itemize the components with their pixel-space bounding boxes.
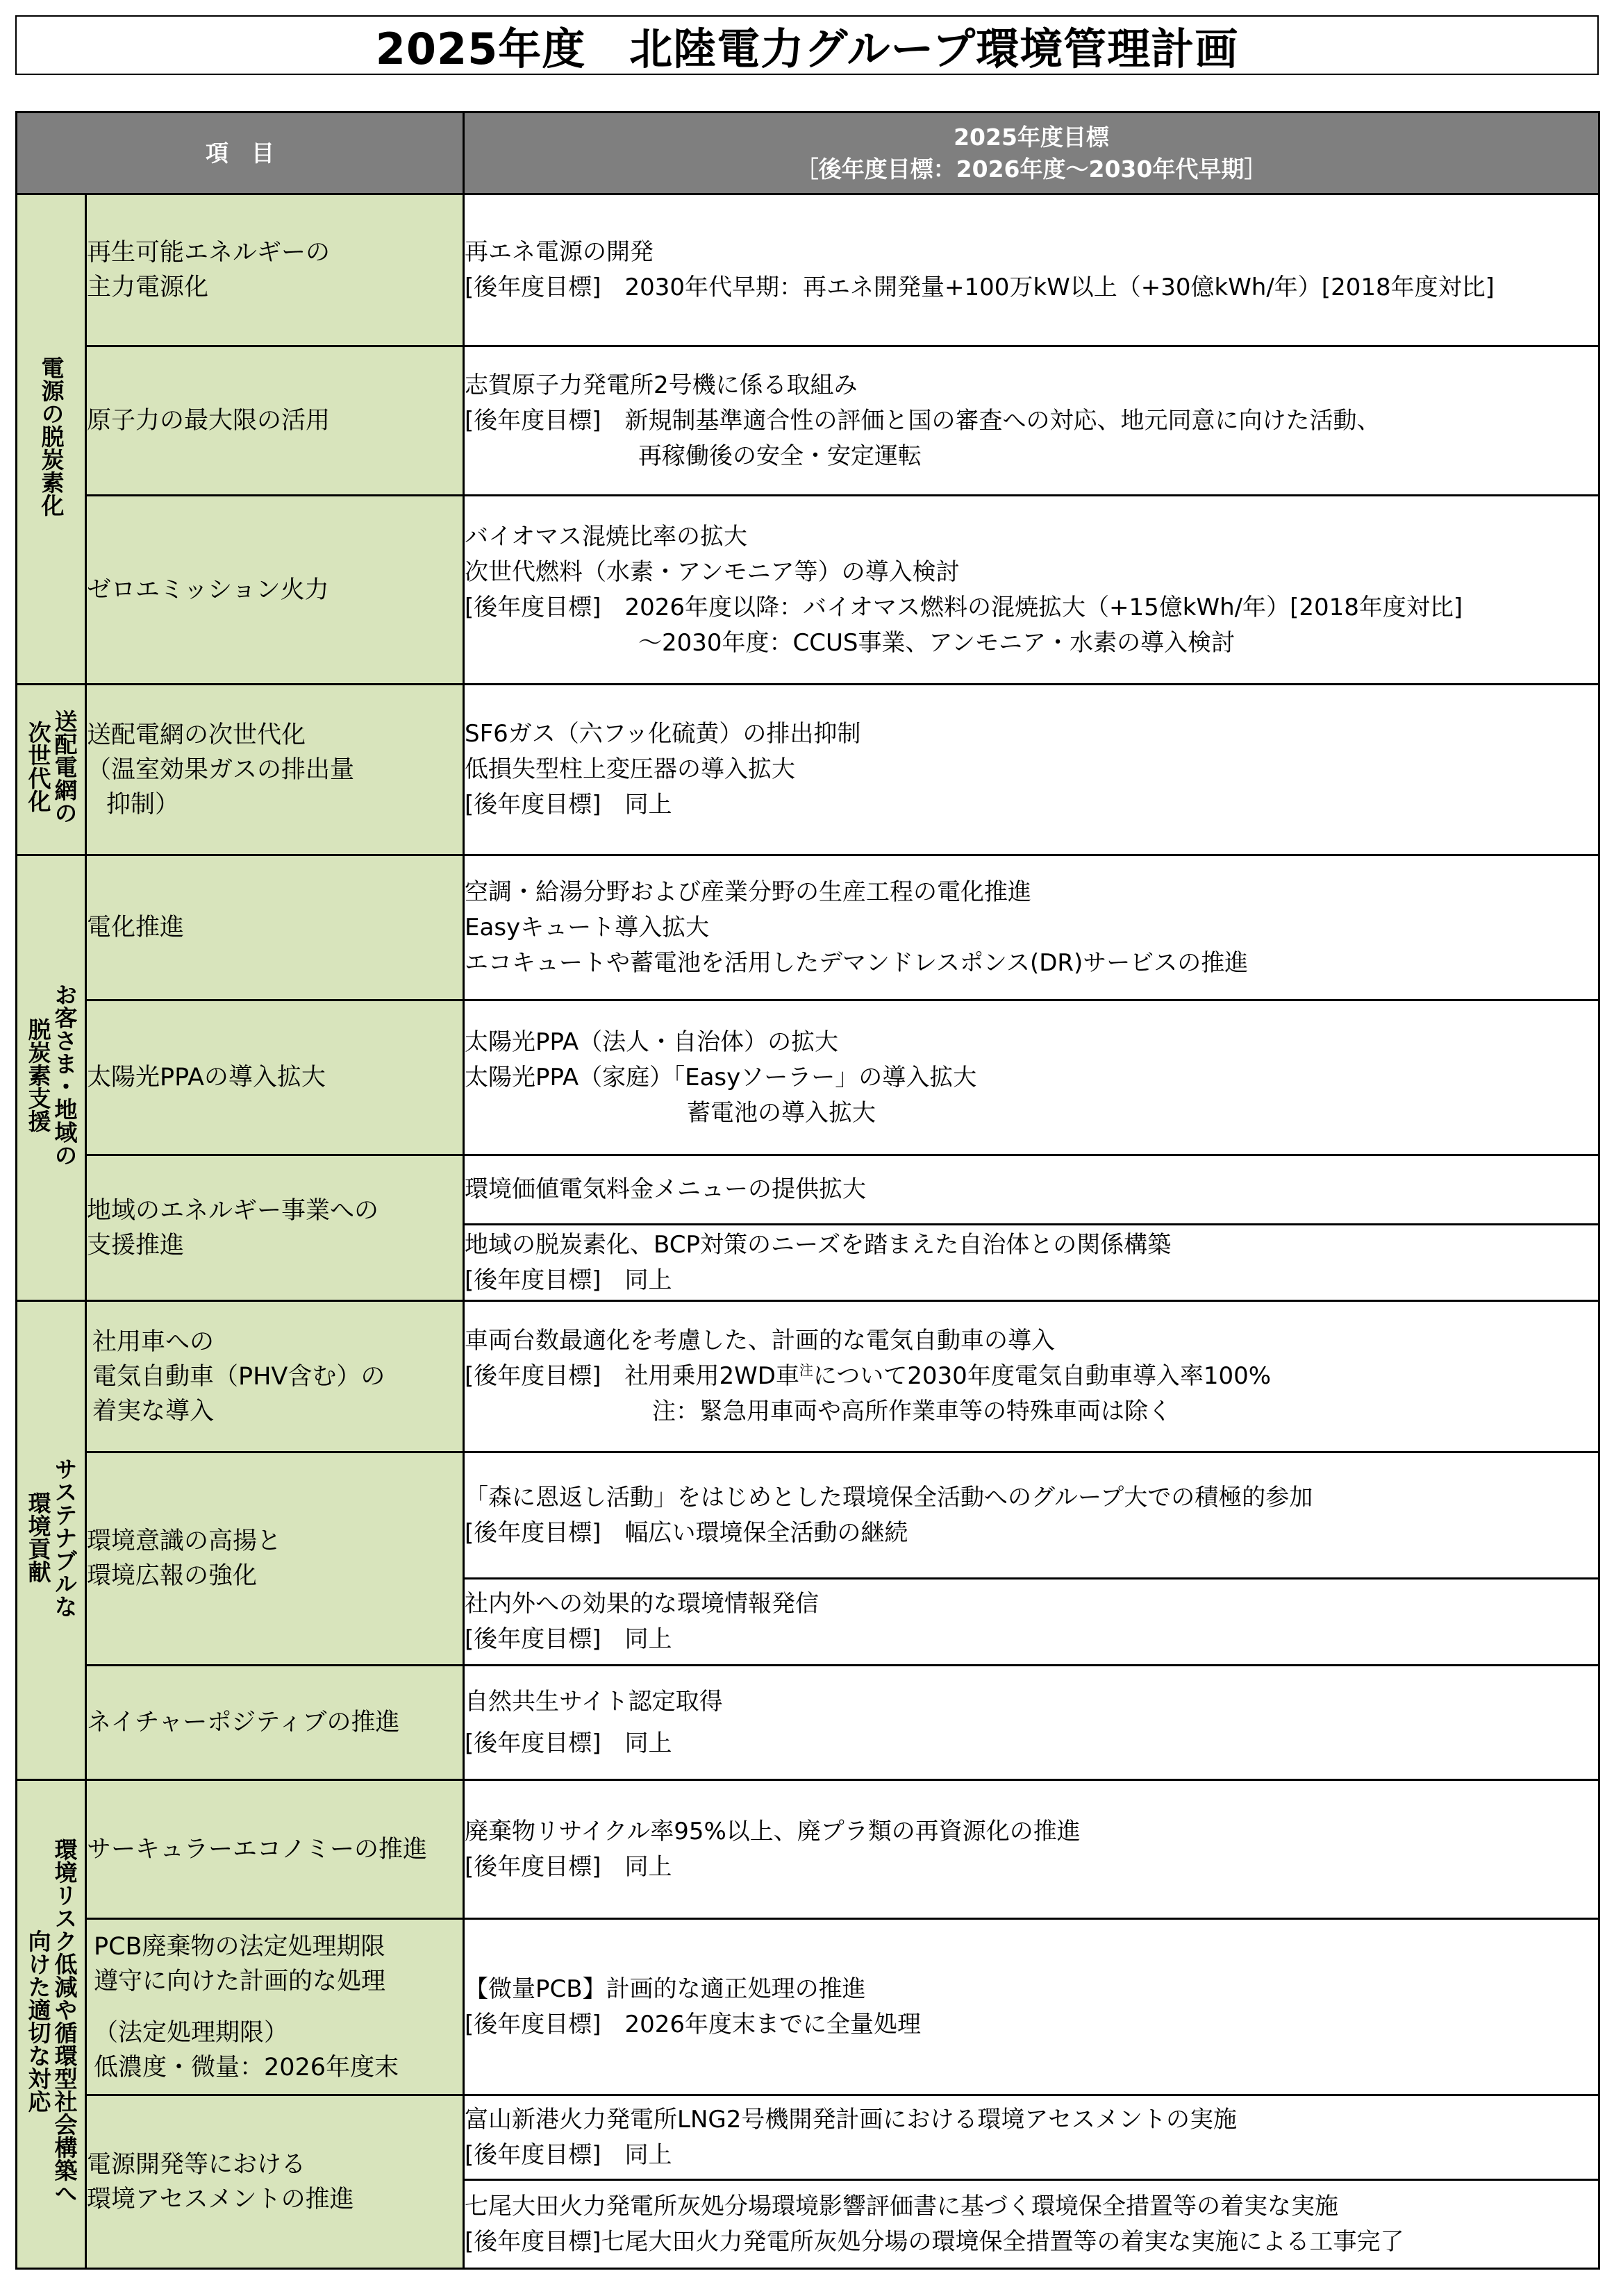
table-row xyxy=(17,685,1599,855)
target-assessment-b: 七尾大田火力発電所灰処分場環境影響評価書に基づく環境保全措置等の着実な実施 [後年度目標]七尾大田火力発電所灰処分場の環境保全措置等の着実な実施による工事完了 xyxy=(464,2180,1599,2269)
table-row xyxy=(17,346,1599,496)
item-nuclear: 原子力の最大限の活用 xyxy=(86,346,464,496)
table-header-row xyxy=(17,112,1599,194)
header-target-line2: ［後年度目標：2026年度～2030年代早期］ xyxy=(795,155,1267,183)
item-assessment: 電源開発等における 環境アセスメントの推進 xyxy=(86,2095,464,2269)
target-renewable: 再エネ電源の開発 [後年度目標] 2030年代早期：再エネ開発量+100万kW以上（+30億kWh/年）[2018年度対比] xyxy=(464,194,1599,346)
target-env-awareness-a: 「森に恩返し活動」をはじめとした環境保全活動へのグループ大での積極的参加 [後年度目標] 幅広い環境保全活動の継続 xyxy=(464,1452,1599,1579)
table-row xyxy=(17,1000,1599,1155)
item-regional-energy: 地域のエネルギー事業への 支援推進 xyxy=(86,1155,464,1301)
category-risk-reduction: 環境リスク低減や循環型社会構築へ 向けた適切な対応 xyxy=(17,1780,86,2269)
item-pcb: PCB廃棄物の法定処理期限 遵守に向けた計画的な処理 （法定処理期限） 低濃度・微量：2026年度末 xyxy=(86,1919,464,2095)
target-nature-positive: 自然共生サイト認定取得 [後年度目標] 同上 xyxy=(464,1666,1599,1780)
category-sustainable: サステナブルな 環境貢献 xyxy=(17,1301,86,1780)
category-customer-support: お客さま・地域の 脱炭素支援 xyxy=(17,855,86,1301)
table-row xyxy=(17,1452,1599,1579)
category-grid: 送配電網の 次世代化 xyxy=(17,685,86,855)
target-pcb: 【微量PCB】計画的な適正処理の推進 [後年度目標] 2026年度末までに全量処理 xyxy=(464,1919,1599,2095)
page-title: 2025年度 北陸電力グループ環境管理計画 xyxy=(15,15,1599,75)
table-row xyxy=(17,1780,1599,1919)
header-item: 項 目 xyxy=(17,112,464,194)
item-env-awareness: 環境意識の高揚と 環境広報の強化 xyxy=(86,1452,464,1666)
table-row xyxy=(17,194,1599,346)
table-row xyxy=(17,1919,1599,2095)
target-solar-ppa: 太陽光PPA（法人・自治体）の拡大 太陽光PPA（家庭）「Easyソーラー」の導入拡大 蓄電池の導入拡大 xyxy=(464,1000,1599,1155)
target-zero-emission: バイオマス混焼比率の拡大 次世代燃料（水素・アンモニア等）の導入検討 [後年度目標] 2026年度以降：バイオマス燃料の混焼拡大（+15億kWh/年）[2018年度対比] ～2030年度：CCUS事業、アンモニア・水素の導入検討 xyxy=(464,496,1599,685)
item-nature-positive: ネイチャーポジティブの推進 xyxy=(86,1666,464,1780)
target-assessment-a: 富山新港火力発電所LNG2号機開発計画における環境アセスメントの実施 [後年度目標] 同上 xyxy=(464,2095,1599,2180)
header-target xyxy=(464,112,1599,194)
table-row xyxy=(17,1301,1599,1452)
item-electrification: 電化推進 xyxy=(86,855,464,1000)
target-ev: 車両台数最適化を考慮した、計画的な電気自動車の導入 [後年度目標] 社用乗用2WD車$^注$について2030年度電気自動車導入率100% 注：緊急用車両や高所作業車等の特殊車両は除く xyxy=(464,1301,1599,1452)
target-regional-energy-a: 環境価値電気料金メニューの提供拡大 xyxy=(464,1155,1599,1225)
target-regional-energy-b: 地域の脱炭素化、BCP対策のニーズを踏まえた自治体との関係構築 [後年度目標] 同上 xyxy=(464,1225,1599,1301)
table-row xyxy=(17,1155,1599,1225)
table-row xyxy=(17,2095,1599,2180)
item-circular-economy: サーキュラーエコノミーの推進 xyxy=(86,1780,464,1919)
target-electrification: 空調・給湯分野および産業分野の生産工程の電化推進 Easyキュート導入拡大 エコキュートや蓄電池を活用したデマンドレスポンス(DR)サービスの推進 xyxy=(464,855,1599,1000)
item-renewable: 再生可能エネルギーの 主力電源化 xyxy=(86,194,464,346)
environment-plan-table xyxy=(15,111,1600,2270)
category-decarbonize-power: 電源の脱炭素化 xyxy=(17,194,86,685)
item-zero-emission: ゼロエミッション火力 xyxy=(86,496,464,685)
item-grid: 送配電網の次世代化 （温室効果ガスの排出量 抑制） xyxy=(86,685,464,855)
table-row xyxy=(17,855,1599,1000)
target-grid: SF6ガス（六フッ化硫黄）の排出抑制 低損失型柱上変圧器の導入拡大 [後年度目標] 同上 xyxy=(464,685,1599,855)
item-ev: 社用車への 電気自動車（PHV含む）の 着実な導入 xyxy=(86,1301,464,1452)
target-nuclear: 志賀原子力発電所2号機に係る取組み [後年度目標] 新規制基準適合性の評価と国の審査への対応、地元同意に向けた活動、 再稼働後の安全・安定運転 xyxy=(464,346,1599,496)
table-row xyxy=(17,1666,1599,1780)
header-target-line1: 2025年度目標 xyxy=(954,123,1109,151)
target-circular-economy: 廃棄物リサイクル率95%以上、廃プラ類の再資源化の推進 [後年度目標] 同上 xyxy=(464,1780,1599,1919)
item-solar-ppa: 太陽光PPAの導入拡大 xyxy=(86,1000,464,1155)
target-env-awareness-b: 社内外への効果的な環境情報発信 [後年度目標] 同上 xyxy=(464,1579,1599,1666)
table-row xyxy=(17,496,1599,685)
